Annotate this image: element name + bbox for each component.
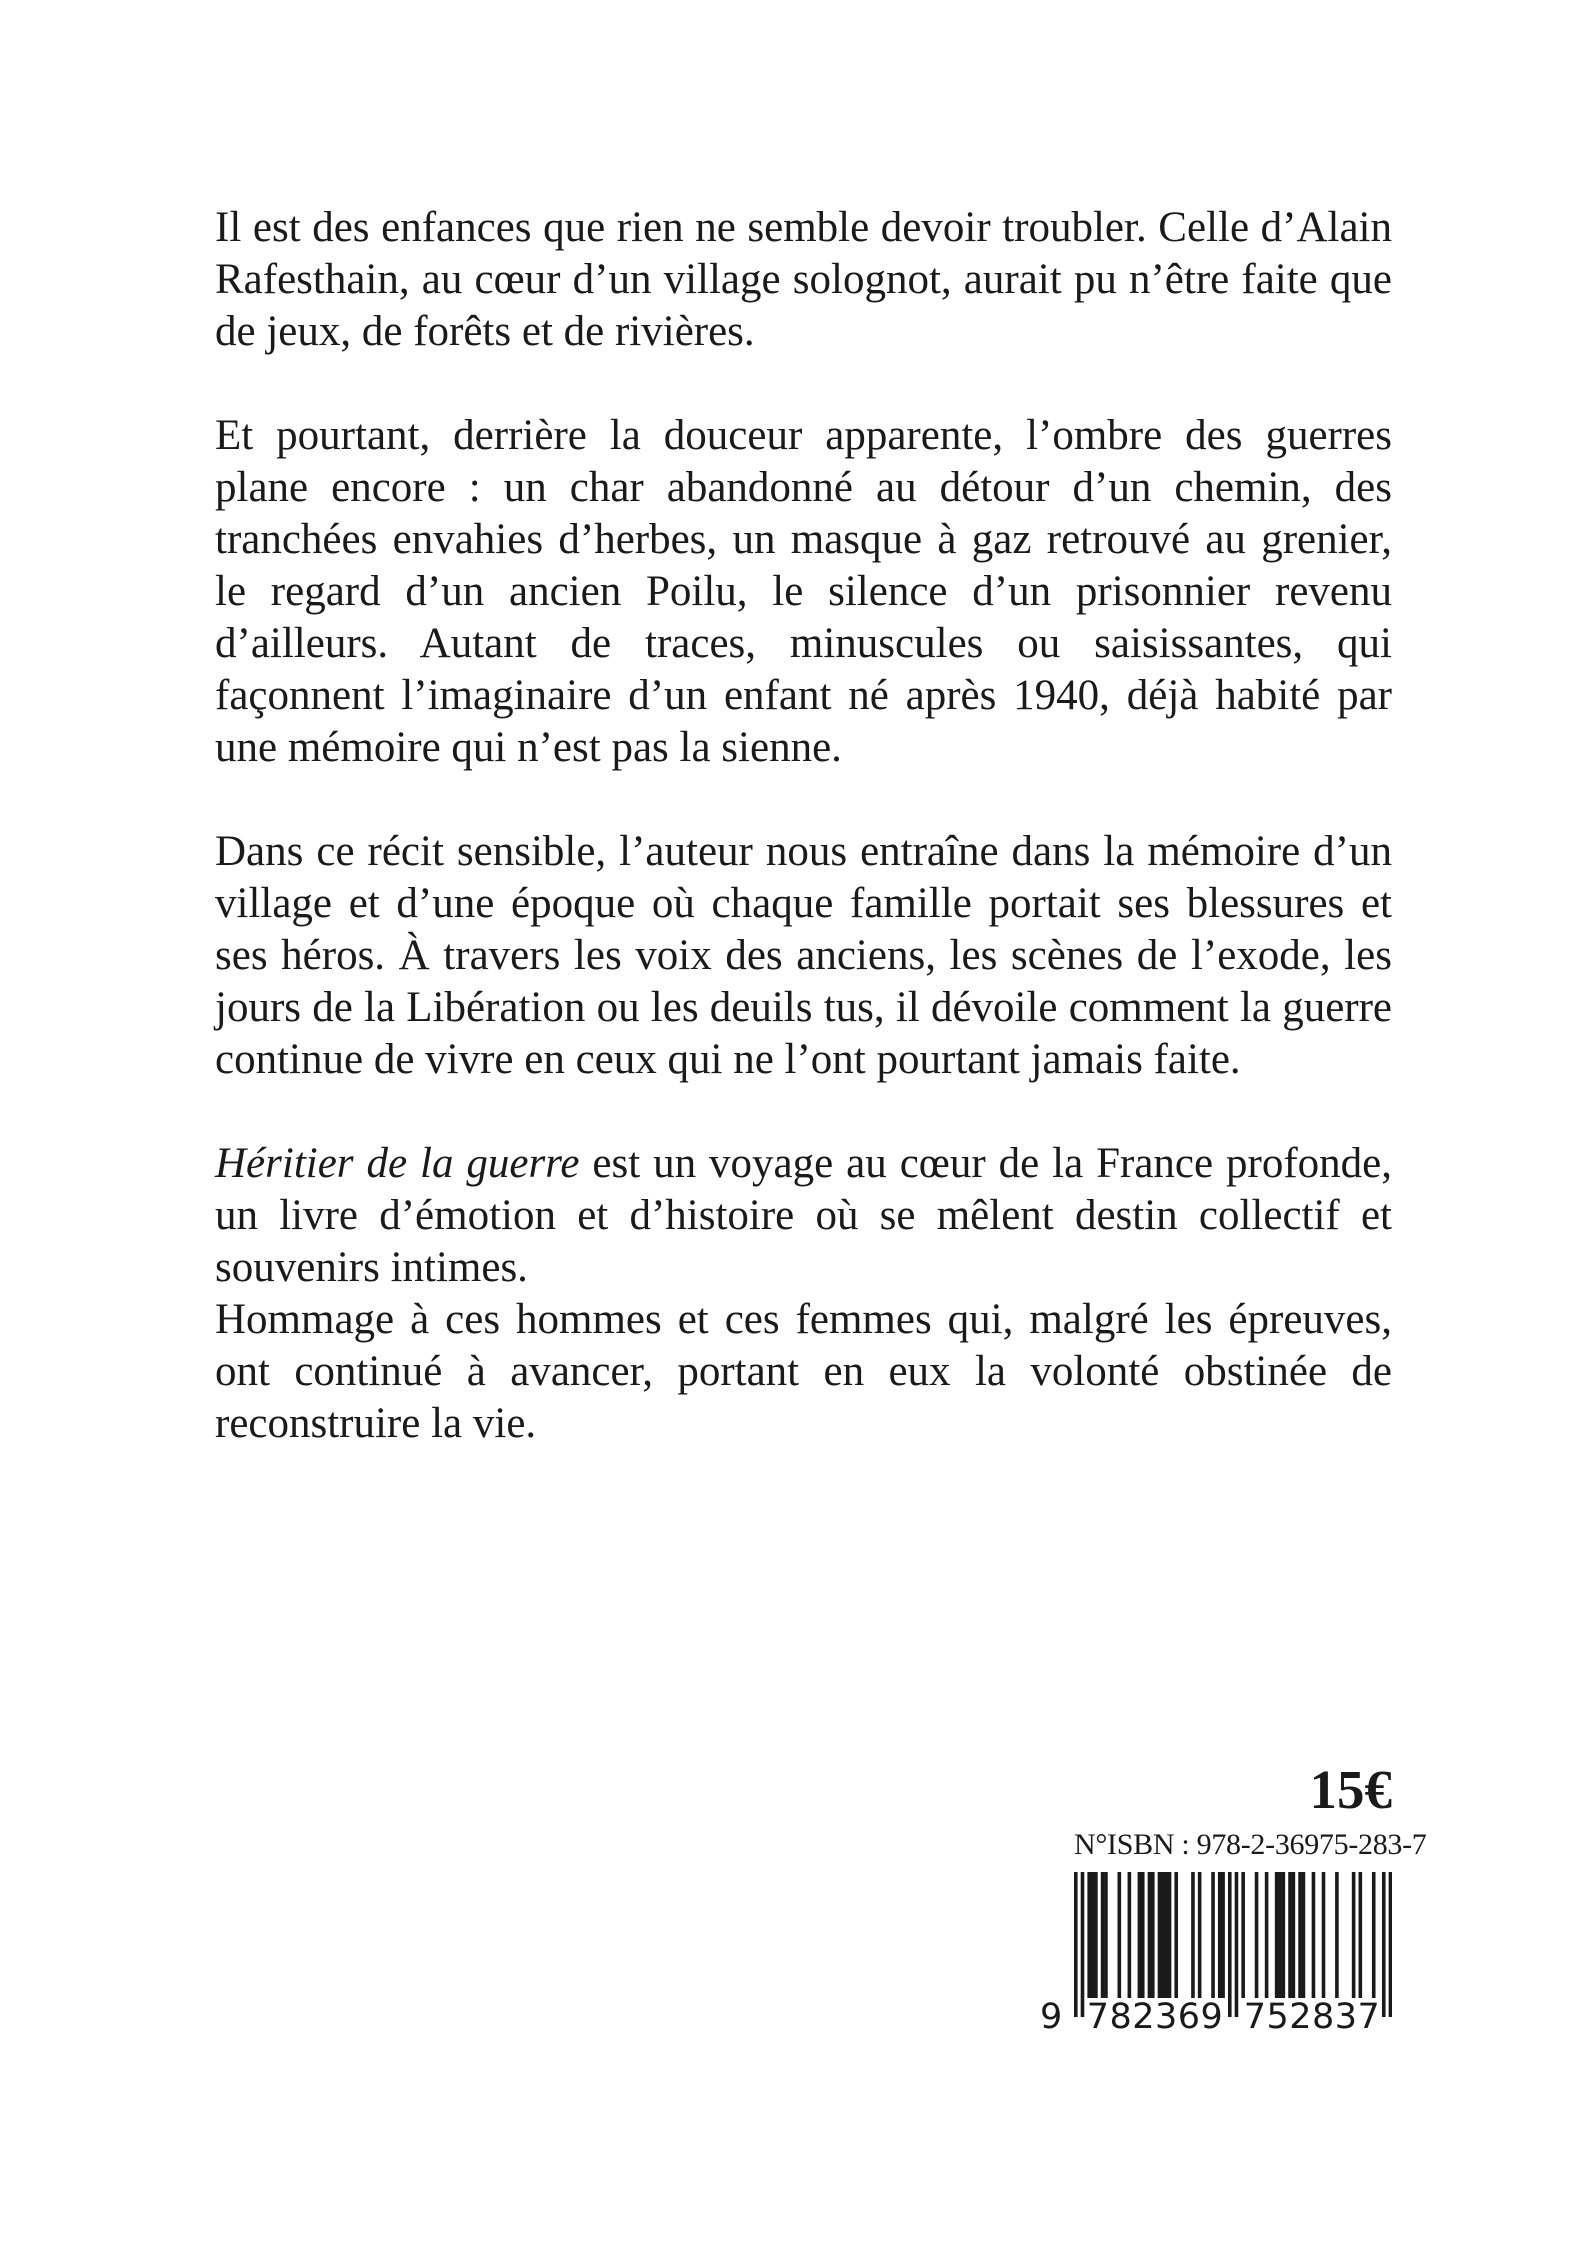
barcode-digits-right-group: 752837	[1243, 1997, 1381, 2037]
book-title-italic: Héritier de la guerre	[215, 1140, 580, 1187]
barcode-digit-leading: 9	[1040, 1997, 1063, 2037]
blurb-paragraph-3: Dans ce récit sensible, l’auteur nous entraîne dans la mémoire d’un village et d’une époque où chaque famille portait ses blessures et ses héros. À travers les voix des anciens, les scènes de l’exode, les jours de la Libération ou les deuils tus, il dévoile comment la guerre continue de vivre en ceux qui ne l’ont pourtant jamais faite.	[215, 828, 1392, 1083]
blurb-text-block	[215, 202, 1392, 1450]
ean13-barcode	[1040, 1872, 1392, 2037]
isbn-area	[1040, 1826, 1427, 2037]
blurb-paragraph-4-line2: Hommage à ces hommes et ces femmes qui, malgré les épreuves, ont continué à avancer, portant en eux la volonté obstinée de reconstruire la vie.	[215, 1296, 1392, 1447]
price-label: 15€	[1309, 1759, 1392, 1820]
barcode-digits-left-group: 782369	[1086, 1997, 1224, 2037]
blurb-paragraph-1: Il est des enfances que rien ne semble devoir troubler. Celle d’Alain Rafesthain, au cœur d’un village solognot, aurait pu n’être faite que de jeux, de forêts et de rivières.	[215, 204, 1392, 355]
isbn-label: N°ISBN : 978-2-36975-283-7	[1074, 1828, 1427, 1861]
blurb-paragraph-2: Et pourtant, derrière la douceur apparente, l’ombre des guerres plane encore : un char abandonné au détour d’un chemin, des tranchées envahies d’herbes, un masque à gaz retrouvé au grenier, le regard d’un ancien Poilu, le silence d’un prisonnier revenu d’ailleurs. Autant de traces, minuscules ou saisissantes, qui façonnent l’imaginaire d’un enfant né après 1940, déjà habité par une mémoire qui n’est pas la sienne.	[215, 412, 1392, 771]
barcode-digits	[1040, 1997, 1392, 2037]
blurb-paragraph-4	[215, 1138, 1392, 1450]
blurb-paragraph-4-rest: est un voyage au cœur de la France profonde, un livre d’émotion et d’histoire où se mêlent destin collectif et souvenirs intimes.	[215, 1140, 1393, 1291]
